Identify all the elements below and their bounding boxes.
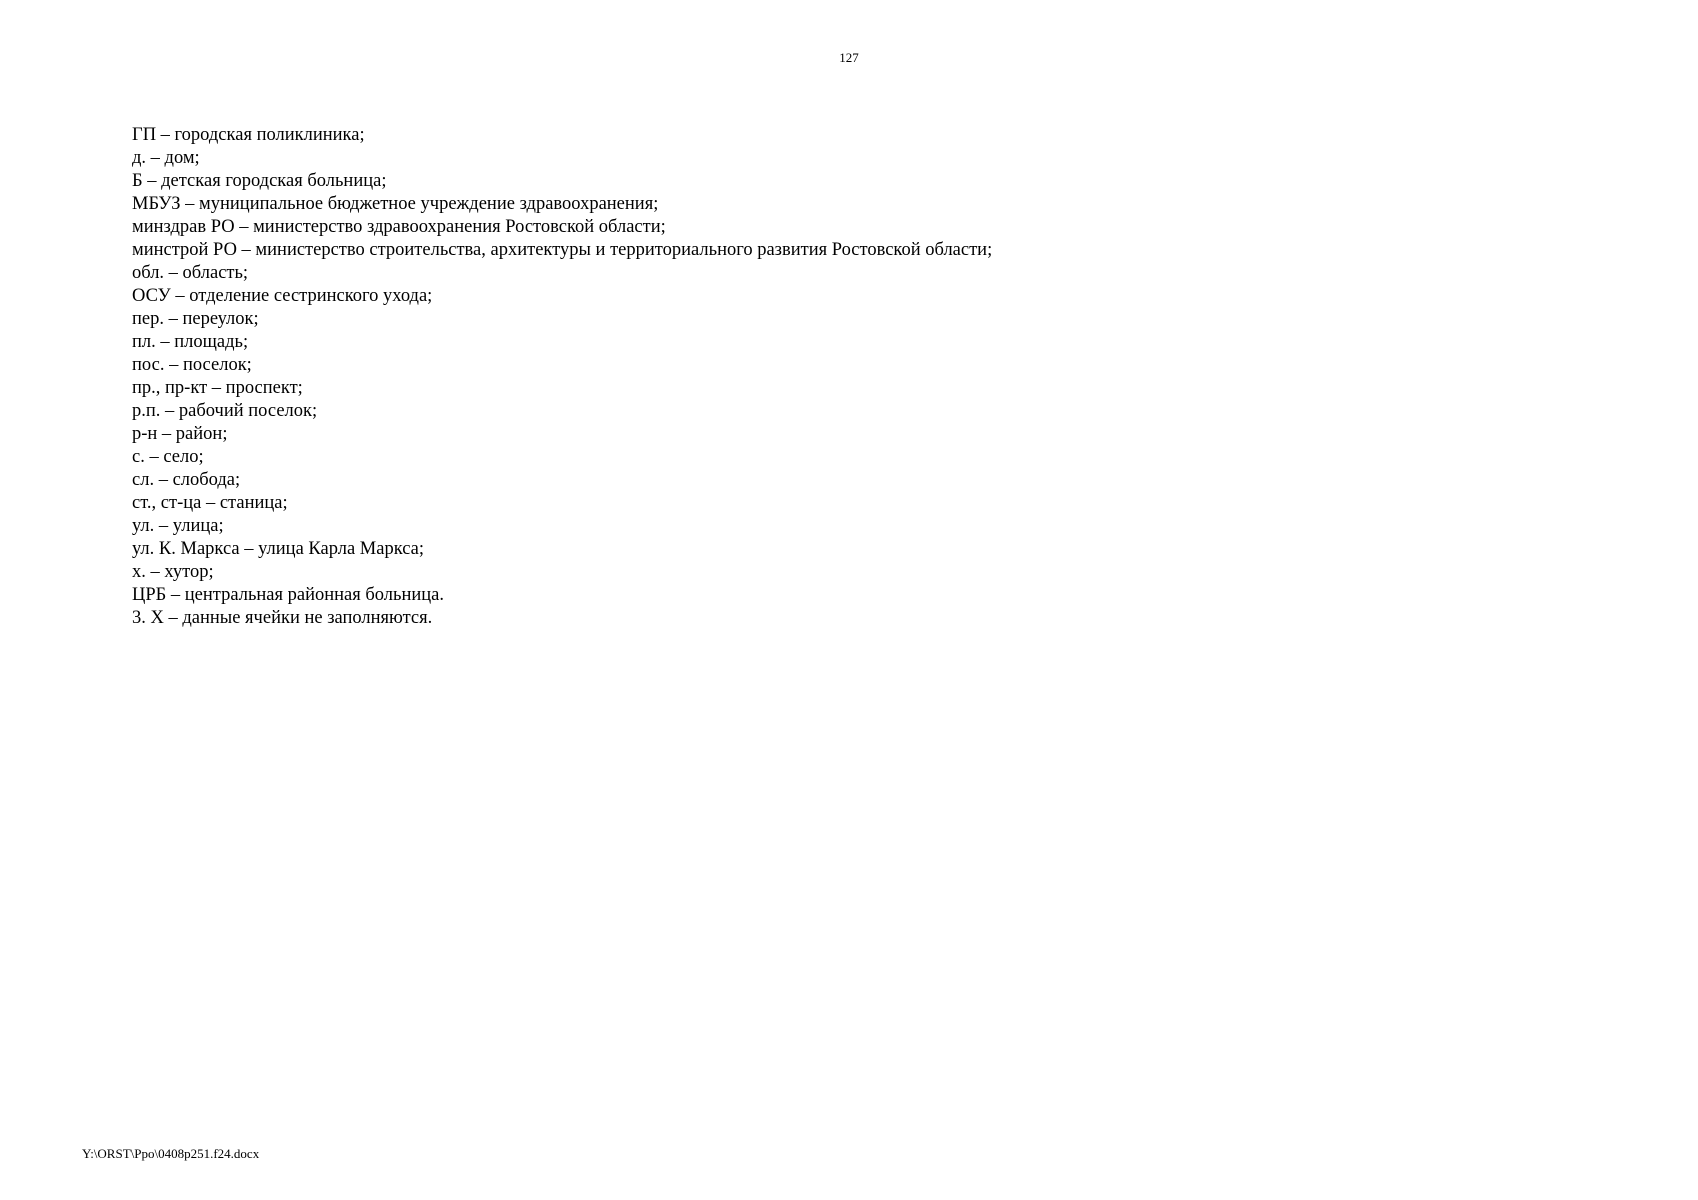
page-number: 127: [839, 50, 859, 65]
list-item: д. – дом;: [132, 148, 200, 168]
list-item: пер. – переулок;: [132, 309, 259, 329]
list-item: МБУЗ – муниципальное бюджетное учреждение здравоохранения;: [132, 194, 659, 214]
list-item: р.п. – рабочий поселок;: [132, 401, 318, 421]
list-item: ул. – улица;: [132, 516, 224, 536]
list-item: пл. – площадь;: [132, 332, 249, 352]
list-item: х. – хутор;: [132, 562, 214, 582]
list-item: р-н – район;: [132, 424, 228, 444]
list-item: сл. – слобода;: [132, 470, 241, 490]
list-item: с. – село;: [132, 447, 204, 467]
list-item: ул. К. Маркса – улица Карла Маркса;: [132, 539, 425, 559]
list-item: Б – детская городская больница;: [132, 171, 387, 191]
list-item: ст., ст-ца – станица;: [132, 493, 288, 513]
footer-file-path: Y:\ORST\Ppo\0408p251.f24.docx: [82, 1146, 260, 1161]
list-item: ГП – городская поликлиника;: [132, 125, 365, 145]
list-item: ОСУ – отделение сестринского ухода;: [132, 286, 433, 306]
list-item: 3. Х – данные ячейки не заполняются.: [132, 608, 433, 628]
list-item: минстрой РО – министерство строительства, архитектуры и территориального развития Ростовской области;: [132, 240, 993, 260]
list-item: обл. – область;: [132, 263, 249, 283]
abbreviation-list: [132, 124, 992, 630]
list-item: минздрав РО – министерство здравоохранения Ростовской области;: [132, 217, 666, 237]
list-item: пр., пр-кт – проспект;: [132, 378, 303, 398]
list-item: ЦРБ – центральная районная больница.: [132, 585, 445, 605]
list-item: пос. – поселок;: [132, 355, 252, 375]
